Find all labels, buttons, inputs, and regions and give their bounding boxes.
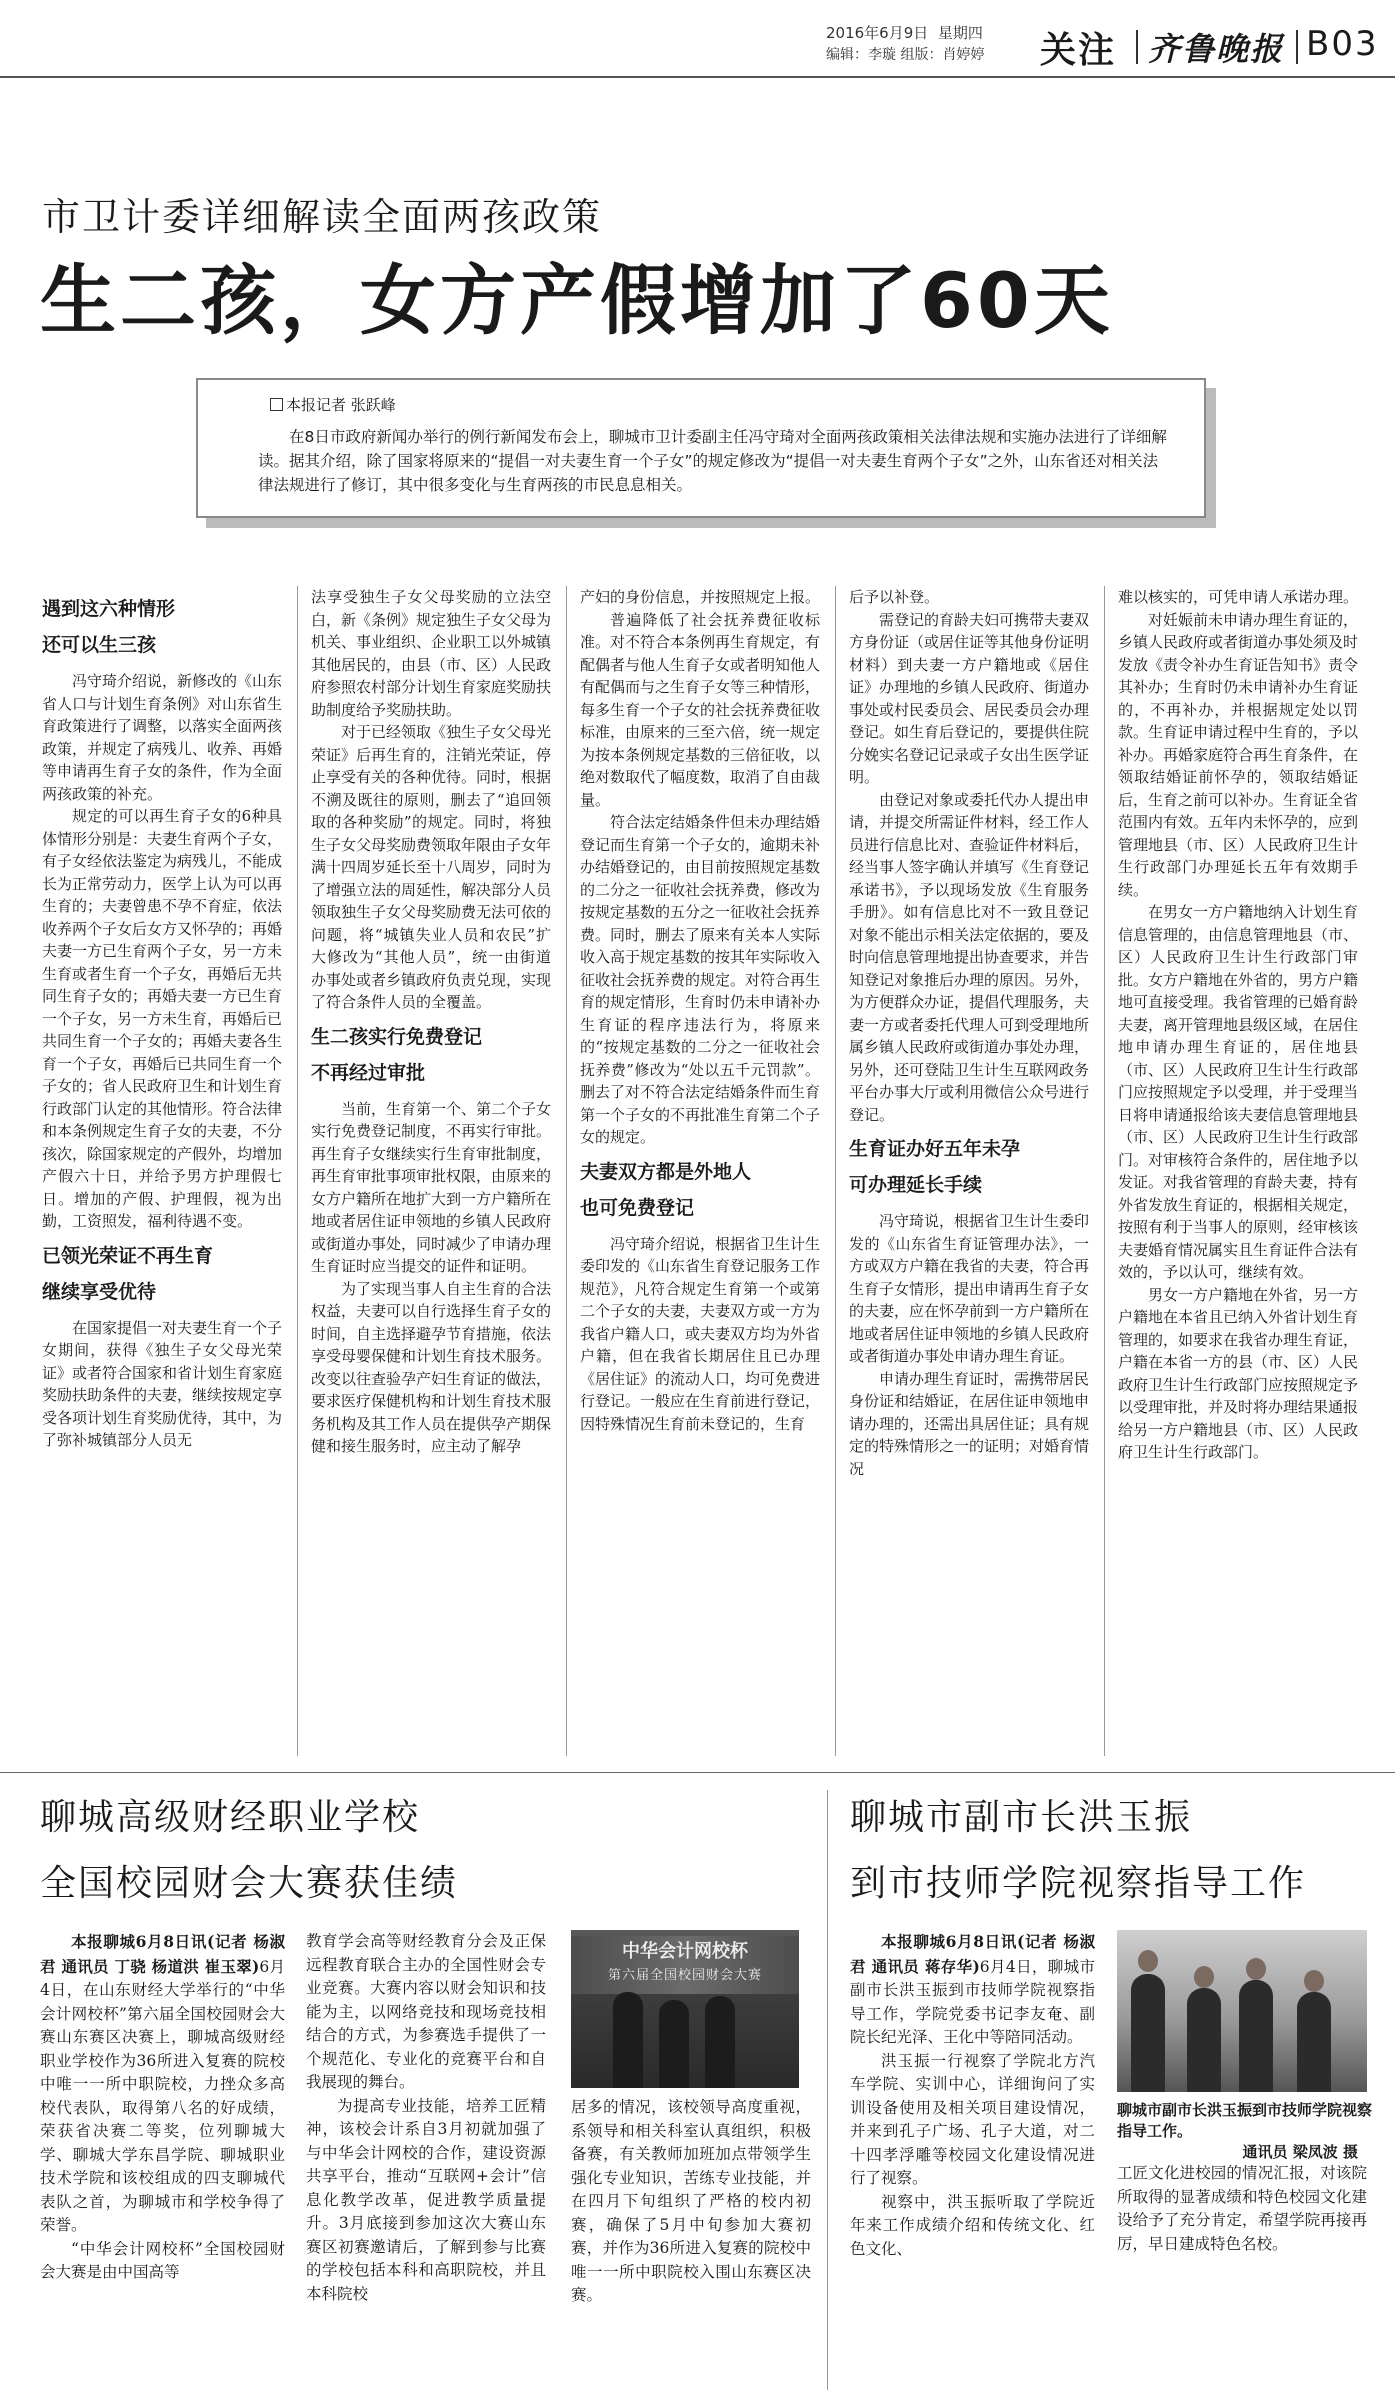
paragraph: 冯守琦介绍说，根据省卫生计生委印发的《山东省生育登记服务工作规范》，凡符合规定生育第一个或第二个子女的夫妻，夫妻双方或一方为我省户籍人口，或夫妻双方均为外省户籍，但在我省长期居住且已办理《居住证》的流动人口，均可免费进行登记。一般应在生育前进行登记，因特殊情况生育前未登记的，生育 [580, 1234, 820, 1433]
article3-column-1 [850, 1930, 1095, 2390]
paragraph: 需登记的育龄夫妇可携带夫妻双方身份证（或居住证等其他身份证明材料）到夫妻一方户籍地或《居住证》办理地的乡镇人民政府、街道办事处或村民委员会、居民委员会办理登记。如生育后登记的，要提供住院分娩实名登记记录或子女出生医学证明。 [849, 610, 1089, 786]
person-head [1138, 1950, 1158, 1972]
person-figure [659, 2000, 689, 2088]
lead-box [196, 378, 1206, 518]
paragraph: 法享受独生子女父母奖励的立法空白，新《条例》规定独生子女父母为机关、事业组织、企业职工以外城镇其他居民的，由县（市、区）人民政府参照农村部分计划生育家庭奖励扶助制度给予奖励扶助。 [311, 588, 551, 719]
article2-title [40, 1792, 458, 1910]
article2-title-line1: 聊城高级财经职业学校 [40, 1797, 421, 1838]
paragraph: 男女一方户籍地在外省，另一方户籍地在本省且已纳入外省计划生育管理的，如要求在我省办理生育证，户籍在本省一方的县（市、区）人民政府卫生计生行政部门应按照规定予以受理审批，并及时将办理结果通报给另一方户籍地县（市、区）人民政府卫生计生行政部门。 [1118, 1285, 1358, 1461]
person-figure [1297, 1992, 1331, 2092]
subheading: 可办理延长手续 [849, 1174, 983, 1196]
column-rule [566, 586, 567, 1756]
section-divider [0, 1772, 1395, 1773]
editor-line: 编辑：李璇 组版：肖婷婷 [826, 47, 985, 63]
paragraph: “中华会计网校杯”全国校园财会大赛是由中国高等 [40, 2239, 285, 2281]
subheading: 继续享受优待 [42, 1280, 157, 1303]
photo-banner: 中华会计网校杯 第六届全国校园财会大赛 [571, 1936, 799, 1994]
article-column-3 [580, 586, 820, 1764]
lead-paragraph: 在8日市政府新闻办举行的例行新闻发布会上，聊城市卫计委副主任冯守琦对全面两孩政策相关法律法规和实施办法进行了详细解读。据其介绍，除了国家将原来的“提倡一对夫妻生育一个子女”的规定修改为“提倡一对夫妻生育两个子女”之外，山东省还对相关法律法规进行了修订，其中很多变化与生育两孩的市民息息相关。 [258, 428, 1167, 494]
subheading: 还可以生三孩 [42, 634, 157, 656]
paper-logo: 齐鲁晚报 [1148, 30, 1285, 68]
paragraph: 冯守琦介绍说，新修改的《山东省人口与计划生育条例》对山东省生育政策进行了调整，以落实全面两孩政策，并规定了病残儿、收养、再婚等申请再生育子女的条件，作为全面两孩政策的补充。 [42, 672, 282, 803]
paragraph: 在国家提倡一对夫妻生育一个子女期间，获得《独生子女父母光荣证》或者符合国家和省计划生育家庭奖励扶助条件的夫妻，继续按规定享受各项计划生育奖励优待，其中，为了弥补城镇部分人员无 [42, 1318, 282, 1449]
column-rule [1104, 586, 1105, 1756]
person-head [1246, 1958, 1266, 1980]
subheading: 生二孩实行免费登记 [311, 1025, 483, 1048]
paragraph: 产妇的身份信息，并按照规定上报。 [580, 588, 820, 606]
subheading: 生育证办好五年未孕 [849, 1138, 1021, 1160]
paragraph: 难以核实的，可凭申请人承诺办理。 [1118, 588, 1358, 606]
article3-column-2 [1117, 2162, 1367, 2390]
paragraph: 符合法定结婚条件但未办理结婚登记而生育第一个子女的，逾期未补办结婚登记的，由目前按照规定基数的二分之一征收社会抚养费，修改为按规定基数的五分之一征收社会抚养费。同时，删去了原来有关本人实际收入高于规定基数的按其年实际收入征收社会抚养费的规定。对符合再生育的规定情形，生育时仍未申请补办生育证的程序违法行为，将原来的“按规定基数的二分之一征收社会抚养费”修改为“处以五千元罚款”。删去了对不符合法定结婚条件而生育第一个子女的不再批准生育第二个子女的规定。 [580, 813, 820, 1146]
paragraph: 教育学会高等财经教育分会及正保远程教育联合主办的全国性财会专业竞赛。大赛内容以财会知识和技能为主，以网络竞技和现场竞技相结合的方式，为参赛选手提供了一个规范化、专业化的竞赛平台和自我展现的舞台。 [306, 1932, 546, 2091]
article2-column-1 [40, 1930, 285, 2390]
person-figure [613, 1992, 643, 2088]
main-headline: 生二孩，女方产假增加了60天 [40, 256, 1114, 345]
paragraph: 为了实现当事人自主生育的合法权益，夫妻可以自行选择生育子女的时间，自主选择避孕节育措施，依法享受母婴保健和计划生育技术服务。改变以往查验孕产妇生育证的做法，要求医疗保健机构和计划生育技术服务机构及其工作人员在提供孕产期保健和接生服务时，应主动了解孕 [311, 1279, 551, 1455]
paragraph: 冯守琦说，根据省卫生计生委印发的《山东省生育证管理办法》，一方或双方户籍在我省的夫妻，符合再生育子女情形，提出申请再生育子女的夫妻，应在怀孕前到一方户籍所在地或者居住证申领地的乡镇人民政府或者街道办事处申请办理生育证。 [849, 1212, 1089, 1365]
subheading: 不再经过审批 [311, 1061, 426, 1084]
person-head [1194, 1966, 1214, 1988]
article3-title [850, 1792, 1306, 1910]
person-figure [1131, 1974, 1165, 2092]
paragraph: 本报聊城6月8日讯(记者 杨淑君 通讯员 蒋存华)6月4日，聊城市副市长洪玉振到市技师学院视察指导工作，学院党委书记李友奄、副院长纪光泽、王化中等陪同活动。 [850, 1932, 1095, 2046]
page-number: B03 [1306, 24, 1379, 64]
subheading: 夫妻双方都是外地人 [580, 1160, 752, 1183]
article3-title-line1: 聊城市副市长洪玉振 [850, 1797, 1193, 1838]
dateline: 本报聊城6月8日讯(记者 杨淑君 通讯员 丁骁 杨道洪 崔玉翠) [40, 1932, 285, 1976]
header-rule [0, 76, 1395, 78]
column-rule [827, 1790, 828, 2390]
section-name: 关注 [1040, 30, 1117, 71]
byline-box-icon [270, 398, 283, 411]
article2-column-3 [571, 2096, 811, 2390]
paragraph: 当前，生育第一个、第二个子女实行免费登记制度，不再实行审批。再生育子女继续实行生育审批制度，再生育审批事项审批权限，由原来的女方户籍所在地扩大到一方户籍所在地或者居住证申领地的乡镇人民政府或街道办事处，同时减少了申请办理生育证时应当提交的证件和证明。 [311, 1099, 551, 1275]
article2-column-2 [306, 1930, 546, 2390]
inspection-photo [1117, 1930, 1367, 2092]
paragraph: 申请办理生育证时，需携带居民身份证和结婚证，在居住证申领地申请办理的，还需出具居住证；具有规定的特殊情形之一的证明；对婚育情况 [849, 1369, 1089, 1478]
photo-credit: 通讯员 梁凤波 摄 [1242, 2143, 1358, 2161]
person-figure [1239, 1980, 1273, 2092]
paragraph: 为提高专业技能，培养工匠精神，该校会计系自3月初就加强了与中华会计网校的合作，建设资源共享平台，推动“互联网+会计”信息化教学改革，促进教学质量提升。3月底接到参加这次大赛山东赛区初赛邀请后，了解到参与比赛的学校包括本科和高职院校，并且本科院校 [306, 2096, 546, 2303]
paragraph: 对妊娠前未申请办理生育证的，乡镇人民政府或者街道办事处须及时发放《责令补办生育证告知书》责令其补办；生育时仍未申请补办生育证的，不再补办，并根据规定处以罚款。生育证申请过程中生育的，予以补办。再婚家庭符合再生育条件，在领取结婚证前怀孕的，领取结婚证后，生育之前可以补办。生育证全省范围内有效。五年内未怀孕的，应到管理地县（市、区）人民政府卫生计生行政部门办理延长五年有效期手续。 [1118, 610, 1358, 899]
paragraph: 本报聊城6月8日讯(记者 杨淑君 通讯员 丁骁 杨道洪 崔玉翠)6月4日，在山东财经大学举行的“中华会计网校杯”第六届全国校园财会大赛山东赛区决赛上，聊城高级财经职业学校作为36所进入复赛的院校中唯一一所中职院校，力挫众多高校代表队，取得第八名的好成绩，荣获省决赛二等奖，位列聊城大学、聊城大学东昌学院、聊城职业技术学院和该校组成的四支聊城代表队之首，为聊城市和学校争得了荣誉。 [40, 1932, 285, 2234]
article2-title-line2: 全国校园财会大赛获佳绩 [40, 1863, 459, 1904]
article-column-5 [1118, 586, 1358, 1764]
paragraph: 视察中，洪玉振听取了学院近年来工作成绩介绍和传统文化、红色文化、 [850, 2192, 1095, 2258]
subheading: 也可免费登记 [580, 1196, 695, 1219]
article3-title-line2: 到市技师学院视察指导工作 [850, 1863, 1307, 1904]
masthead-separator [1136, 30, 1138, 64]
photo-caption: 聊城市副市长洪玉振到市技师学院视察指导工作。 通讯员 梁凤波 摄 [1117, 2101, 1373, 2161]
person-figure [1187, 1988, 1221, 2092]
paragraph: 工匠文化进校园的情况汇报，对该院所取得的显著成绩和特色校园文化建设给予了充分肯定，希望学院再接再厉，早日建成特色名校。 [1117, 2164, 1367, 2253]
issue-date: 2016年6月9日 星期四 [826, 24, 983, 42]
person-figure [705, 1996, 735, 2088]
byline: 本报记者 张跃峰 [270, 394, 1168, 415]
column-rule [835, 586, 836, 1756]
person-head [1304, 1970, 1324, 1992]
masthead [0, 0, 1395, 71]
paragraph: 对于已经领取《独生子女父母光荣证》后再生育的，注销光荣证，停止享受有关的各种优待。同时，根据不溯及既往的原则，删去了“追回领取的各种奖励”的规定。同时，将独生子女父母奖励费领取年限由子女年满十四周岁延长至十八周岁，同时为了增强立法的周延性，解决部分人员领取独生子女父母奖励费无法可依的问题，将“城镇失业人员和农民”扩大修改为“其他人员”，统一由街道办事处或者乡镇政府负责兑现，实现了符合条件人员的全覆盖。 [311, 723, 551, 1011]
column-rule [297, 586, 298, 1756]
paragraph: 后予以补登。 [849, 588, 940, 606]
paragraph: 普遍降低了社会抚养费征收标准。对不符合本条例再生育规定，有配偶者与他人生育子女或者明知他人有配偶而与之生育子女等三种情形，每多生育一个子女的社会抚养费征收标准，由原来的三至六倍，统一规定为按本条例规定基数的三倍征收，以绝对数取代了幅度数，取消了自由裁量。 [580, 610, 820, 809]
paragraph: 由登记对象或委托代办人提出申请，并提交所需证件材料，经工作人员进行信息比对、查验证件材料后，经当事人签字确认并填写《生育登记承诺书》，予以现场发放《生育服务手册》。如有信息比对不一致且登记对象不能出示相关法定依据的，要及时向信息管理地提出协查要求，并告知登记对象推后办理的原因。另外，为方便群众办证，提倡代理服务，夫妻一方或者委托代理人可到受理地所属乡镇人民政府或街道办事处办理，另外，还可登陆卫生计生互联网政务平台办事大厅或利用微信公众号进行登记。 [849, 790, 1089, 1124]
masthead-separator [1296, 30, 1298, 64]
main-kicker: 市卫计委详细解读全面两孩政策 [42, 195, 603, 239]
paragraph: 规定的可以再生育子女的6种具体情形分别是：夫妻生育两个子女，有子女经依法鉴定为病残儿，不能成长为正常劳动力，医学上认为可以再生育的；夫妻曾患不孕不育症，依法收养两个子女后女方又怀孕的；再婚夫妻一方已生育两个子女，另一方未生育或者生育一个子女，再婚后无共同生育子女的；再婚夫妻一方已生育一个子女，另一方未生育，再婚后已共同生育一个子女的；再婚夫妻各生育一个子女，再婚后已共同生育一个子女的；省人民政府卫生和计划生育行政部门认定的其他情形。符合法律和本条例规定生育子女的夫妻，不分孩次，除国家规定的产假外，均增加产假六十日，并给予男方护理假七日。增加的产假、护理假，视为出勤，工资照发，福利待遇不变。 [42, 807, 282, 1230]
article-column-2 [311, 586, 551, 1764]
subheading: 遇到这六种情形 [42, 598, 176, 620]
paragraph: 居多的情况，该校领导高度重视，系领导和相关科室认真组织，积极备赛，有关教师加班加点带领学生强化专业知识，苦练专业技能，并在四月下旬组织了严格的校内初赛，确保了5月中旬参加大赛初赛，并作为36所进入复赛的院校中唯一一所中职院校入围山东赛区决赛。 [571, 2098, 811, 2304]
subheading: 已领光荣证不再生育 [42, 1244, 214, 1267]
paragraph: 洪玉振一行视察了学院北方汽车学院、实训中心，详细询问了实训设备使用及相关项目建设情况，并来到孔子广场、孔子大道，对二十四孝浮雕等校园文化建设情况进行了视察。 [850, 2051, 1095, 2187]
article-column-1 [42, 586, 282, 1764]
dateline: 本报聊城6月8日讯(记者 杨淑君 通讯员 蒋存华) [850, 1932, 1095, 1976]
article-column-4 [849, 586, 1089, 1764]
paragraph: 在男女一方户籍地纳入计划生育信息管理的，由信息管理地县（市、区）人民政府卫生计生行政部门审批。女方户籍地在外省的，男方户籍地可直接受理。我省管理的已婚育龄夫妻，离开管理地县级区域，在居住地申请办理生育证的，居住地县（市、区）人民政府卫生计生行政部门应按照规定予以受理，并于受理当日将申请通报给该夫妻信息管理地县（市、区）人民政府卫生计生行政部门。对审核符合条件的，居住地予以发证。对我省管理的育龄夫妻，持有外省发放生育证的，根据相关规定，按照有利于当事人的原则，经审核该夫妻婚育情况属实且生育证件合法有效的，予以认可，继续有效。 [1118, 903, 1358, 1281]
award-photo [571, 1930, 799, 2088]
